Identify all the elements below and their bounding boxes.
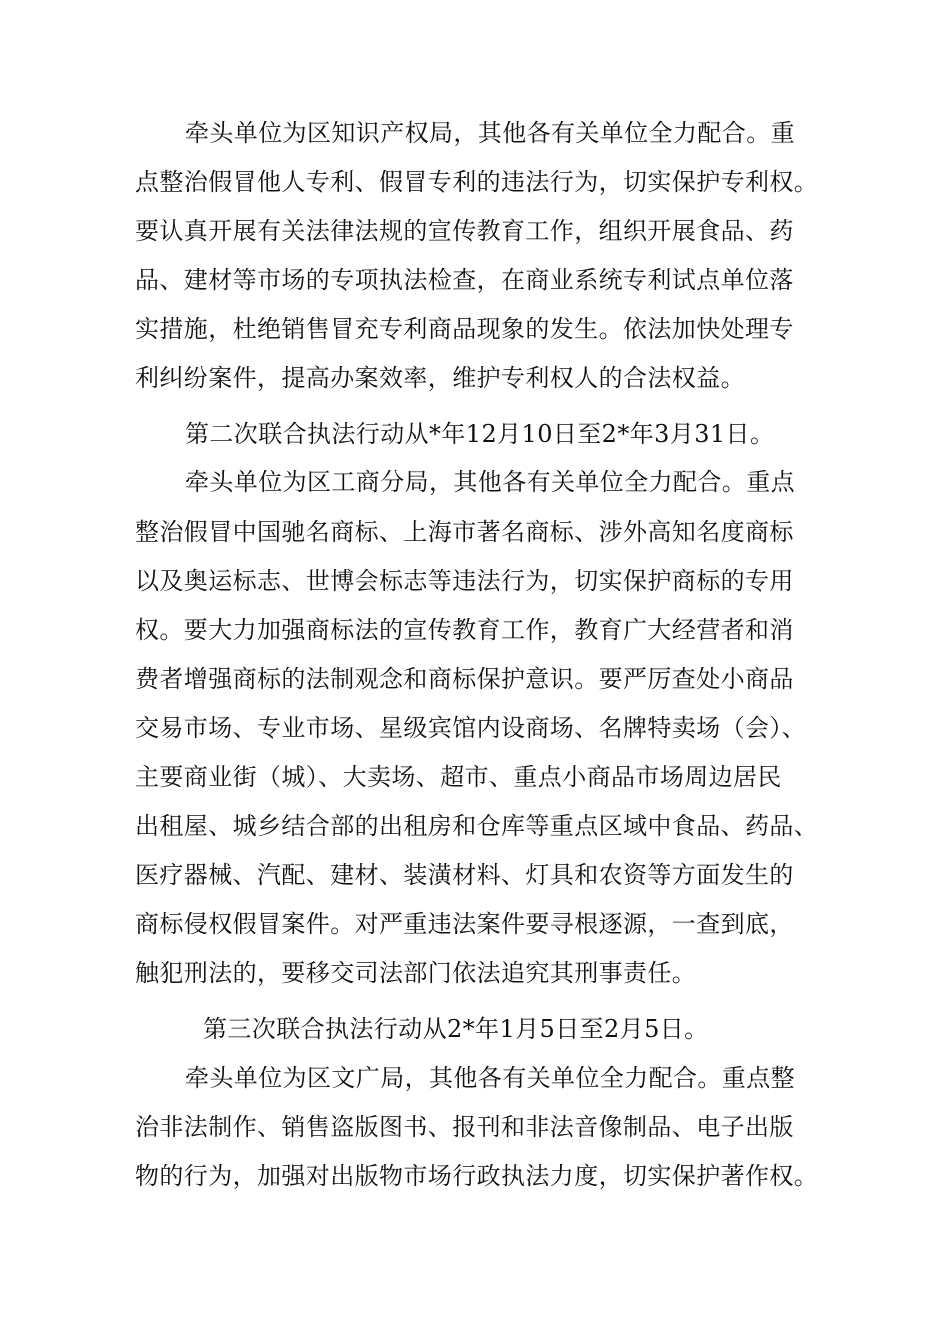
text-line: 物的行为，加强对出版物市场行政执法力度，切实保护著作权。 xyxy=(135,1162,819,1190)
text-line: 费者增强商标的法制观念和商标保护意识。要严厉查处小商品 xyxy=(135,665,794,693)
text-line: 商标侵权假冒案件。对严重违法案件要寻根逐源，一查到底， xyxy=(135,910,794,938)
text-line: 要认真开展有关法律法规的宣传教育工作，组织开展食品、药 xyxy=(135,217,794,245)
text-line: 权。要大力加强商标法的宣传教育工作，教育广大经营者和消 xyxy=(135,616,794,644)
text-line: 出租屋、城乡结合部的出租房和仓库等重点区域中食品、药品、 xyxy=(135,812,819,840)
section-heading: 第二次联合执法行动从*年12月10日至2*年3月31日。 xyxy=(185,420,775,448)
text-line: 交易市场、专业市场、星级宾馆内设商场、名牌特卖场（会）、 xyxy=(135,714,807,742)
text-line: 品、建材等市场的专项执法检查，在商业系统专利试点单位落 xyxy=(135,266,794,294)
text-line: 整治假冒中国驰名商标、上海市著名商标、涉外高知名度商标 xyxy=(135,518,794,546)
text-line: 主要商业街（城）、大卖场、超市、重点小商品市场周边居民 xyxy=(135,763,782,791)
text-line: 以及奥运标志、世博会标志等违法行为，切实保护商标的专用 xyxy=(135,567,794,595)
text-line: 利纠纷案件，提高办案效率，维护专利权人的合法权益。 xyxy=(135,364,745,392)
text-line: 牵头单位为区工商分局，其他各有关单位全力配合。重点 xyxy=(185,468,795,496)
text-line: 实措施，杜绝销售冒充专利商品现象的发生。依法加快处理专 xyxy=(135,315,794,343)
text-line: 治非法制作、销售盗版图书、报刊和非法音像制品、电子出版 xyxy=(135,1113,794,1141)
text-line: 牵头单位为区文广局，其他各有关单位全力配合。重点整 xyxy=(185,1064,795,1092)
text-line: 触犯刑法的，要移交司法部门依法追究其刑事责任。 xyxy=(135,959,697,987)
text-line: 牵头单位为区知识产权局，其他各有关单位全力配合。重 xyxy=(185,119,795,147)
section-heading: 第三次联合执法行动从2*年1月5日至2月5日。 xyxy=(203,1015,709,1043)
text-line: 医疗器械、汽配、建材、装潢材料、灯具和农资等方面发生的 xyxy=(135,861,794,889)
text-line: 点整治假冒他人专利、假冒专利的违法行为，切实保护专利权。 xyxy=(135,168,819,196)
